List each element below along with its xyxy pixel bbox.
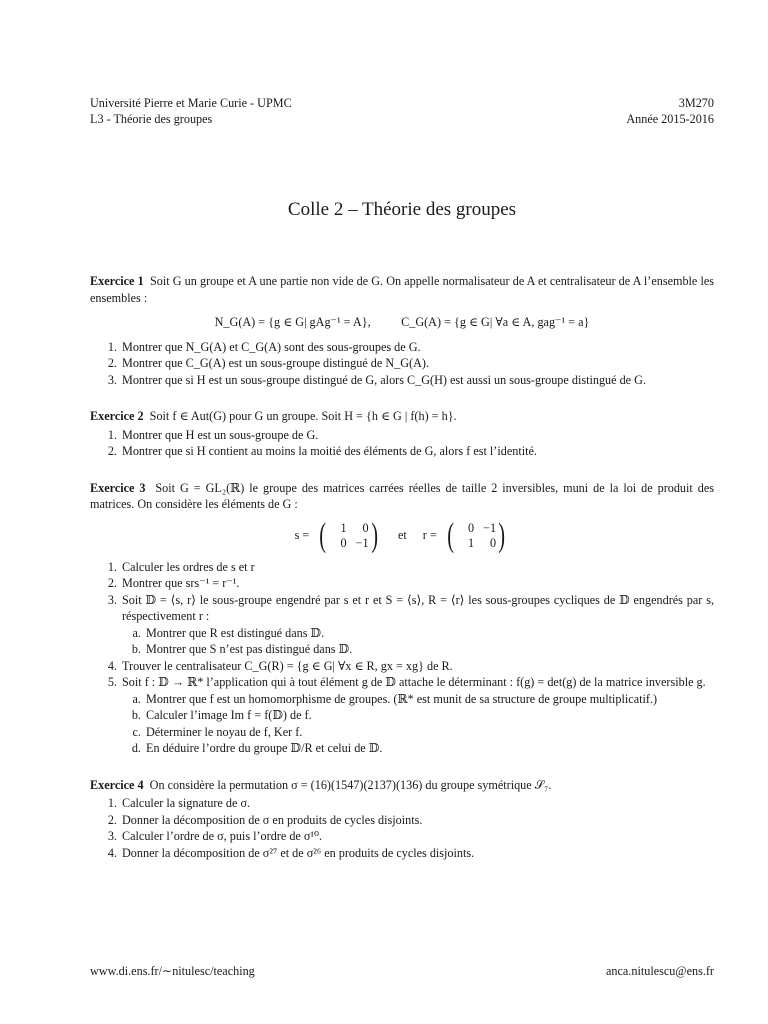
list-item: b. Montrer que S n’est pas distingué dans 𝔻. xyxy=(144,641,714,658)
list-item: 4. Donner la décomposition de σ²⁷ et de σ²⁶ en produits de cycles disjoints. xyxy=(120,845,714,862)
normalizer-definition: N_G(A) = {g ∈ G| gAg⁻¹ = A}, xyxy=(214,315,371,329)
exercise-3-label: Exercice 3 xyxy=(90,480,146,495)
exercise-4-intro: On considère la permutation σ = (16)(1547)(2137)(136) du groupe symétrique 𝒮₇. xyxy=(149,777,552,792)
matrix-entry: 1 xyxy=(340,520,347,535)
r-matrix: ( 0 −1 1 0 ) xyxy=(446,516,506,554)
and-word: et xyxy=(397,528,407,543)
list-item xyxy=(120,674,714,757)
list-item: 1. Calculer la signature de σ. xyxy=(120,795,714,812)
matrix-entry: −1 xyxy=(483,520,497,535)
matrix-entry: 0 xyxy=(489,535,497,550)
list-item: 1. Calculer les ordres de s et r xyxy=(120,559,714,576)
list-item: 1. Montrer que N_G(A) et C_G(A) sont des sous-groupes de G. xyxy=(120,339,714,356)
list-item: a. Montrer que R est distingué dans 𝔻. xyxy=(144,625,714,642)
exercise-4-label: Exercice 4 xyxy=(90,777,144,792)
matrix-entry: 0 xyxy=(340,535,347,550)
list-item-text: Soit 𝔻 = ⟨s, r⟩ le sous-groupe engendré par s et r et S = ⟨s⟩, R = ⟨r⟩ les sous-groupes cycliques de 𝔻 engendrés par s, réspectivement r : xyxy=(122,592,714,623)
centralizer-definition: C_G(A) = {g ∈ G| ∀a ∈ A, gag⁻¹ = a} xyxy=(401,315,590,329)
list-item-text: Soit f : 𝔻 → ℝ* l’application qui à tout élément g de 𝔻 attache le déterminant : f(g) = det(g) de la matrice inversible g. xyxy=(122,675,706,689)
document-page xyxy=(90,95,714,861)
list-item: a. Montrer que f est un homomorphisme de groupes. (ℝ* est munit de sa structure de groupe multiplicatif.) xyxy=(144,691,714,708)
list-item: 4. Trouver le centralisateur C_G(R) = {g ∈ G| ∀x ∈ R, gx = xg} de R. xyxy=(120,658,714,675)
exercise-1-definitions xyxy=(90,314,714,331)
exercise-4 xyxy=(90,777,714,862)
exercise-1-intro: Soit G un groupe et A une partie non vide de G. On appelle normalisateur de A et centralisateur de A l’ensemble les ensembles : xyxy=(90,274,715,305)
list-item: 2. Montrer que srs⁻¹ = r⁻¹. xyxy=(120,575,714,592)
r-label: r = xyxy=(422,528,437,543)
matrix-entry: 0 xyxy=(362,520,369,535)
list-item: 3. Calculer l’ordre de σ, puis l’ordre de σ¹⁰. xyxy=(120,828,714,845)
list-item xyxy=(120,592,714,658)
list-item: 2. Donner la décomposition de σ en produits de cycles disjoints. xyxy=(120,812,714,829)
matrix-entry: −1 xyxy=(355,535,369,550)
sub-questions xyxy=(122,625,714,658)
exercise-2-label: Exercice 2 xyxy=(90,409,144,423)
matrix-definitions xyxy=(90,516,714,554)
list-item: d. En déduire l’ordre du groupe 𝔻/R et celui de 𝔻. xyxy=(144,740,714,757)
exercise-1-questions xyxy=(90,339,714,389)
footer xyxy=(90,964,714,979)
list-item: 1. Montrer que H est un sous-groupe de G. xyxy=(120,427,714,444)
exercise-3-intro: Soit G = GL₂(ℝ) le groupe des matrices carrées réelles de taille 2 inversibles, muni de la loi de produit des matrices. On considère les éléments de G : xyxy=(90,480,715,511)
exercise-4-questions xyxy=(90,795,714,861)
list-item: 2. Montrer que si H contient au moins la moitié des éléments de G, alors f est l’identité. xyxy=(120,443,714,460)
course-code: 3M270 xyxy=(678,96,714,110)
course-name: L3 - Théorie des groupes xyxy=(90,112,213,126)
university-name: Université Pierre et Marie Curie - UPMC xyxy=(90,96,292,110)
list-item: 2. Montrer que C_G(A) est un sous-groupe distingué de N_G(A). xyxy=(120,355,714,372)
page-title: Colle 2 – Théorie des groupes xyxy=(287,199,517,220)
exercise-3-questions xyxy=(90,559,714,757)
list-item: 3. Montrer que si H est un sous-groupe distingué de G, alors C_G(H) est aussi un sous-groupe distingué de G. xyxy=(120,372,714,389)
exercise-2-questions xyxy=(90,427,714,460)
exercise-2-intro: Soit f ∈ Aut(G) pour G un groupe. Soit H = {h ∈ G | f(h) = h}. xyxy=(149,409,457,423)
footer-email[interactable]: anca.nitulescu@ens.fr xyxy=(605,964,714,978)
exercise-1-label: Exercice 1 xyxy=(90,274,144,288)
list-item: c. Déterminer le noyau de f, Ker f. xyxy=(144,724,714,741)
s-label: s = xyxy=(294,528,310,543)
sub-questions xyxy=(122,691,714,757)
list-item: b. Calculer l’image Im f = f(𝔻) de f. xyxy=(144,707,714,724)
exercise-2 xyxy=(90,408,714,460)
academic-year: Année 2015-2016 xyxy=(626,112,714,126)
exercise-1 xyxy=(90,273,714,388)
s-matrix: ( 1 0 0 −1 ) xyxy=(319,516,378,554)
exercise-3 xyxy=(90,480,714,757)
matrix-entry: 0 xyxy=(467,520,475,535)
footer-url[interactable]: www.di.ens.fr/∼nitulesc/teaching xyxy=(90,964,255,978)
header xyxy=(90,95,714,127)
matrix-entry: 1 xyxy=(467,535,475,550)
